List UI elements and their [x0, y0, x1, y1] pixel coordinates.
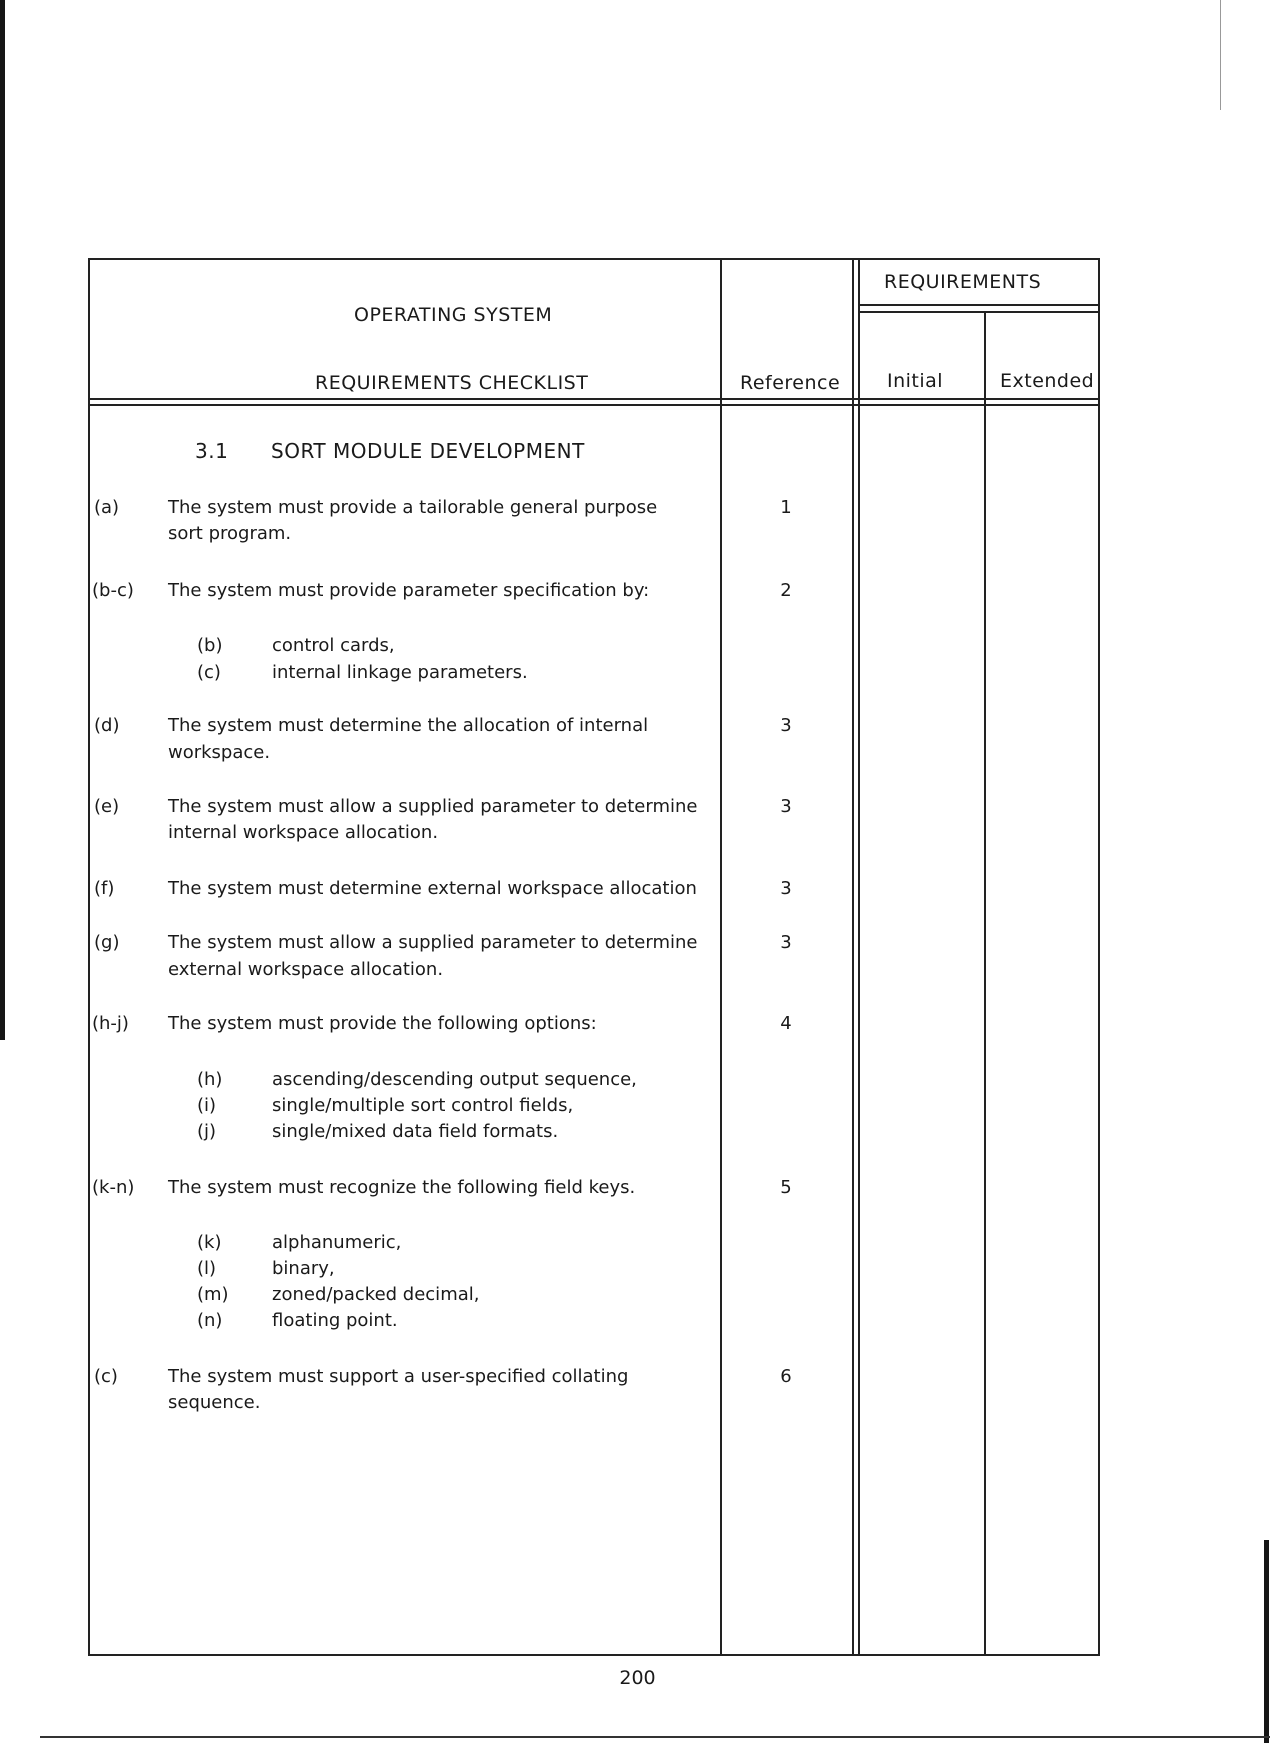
scan-border-right — [1264, 1540, 1269, 1743]
item-label: (k-n) — [92, 1177, 135, 1198]
requirements-header-rule-a — [858, 304, 1100, 306]
item-reference: 3 — [780, 932, 792, 953]
scan-border-left — [0, 0, 5, 1040]
subitem-text: ascending/descending output sequence, — [272, 1069, 637, 1090]
subitem-label: (l) — [197, 1258, 217, 1279]
initial-column-header: Initial — [887, 370, 944, 392]
column-divider-requirements-b — [858, 258, 860, 1656]
requirements-header-rule-b — [858, 311, 1100, 313]
item-text: external workspace allocation. — [168, 959, 444, 980]
reference-column-header: Reference — [740, 372, 841, 394]
item-label: (a) — [94, 497, 120, 518]
item-text: The system must support a user-specified collating — [168, 1366, 629, 1387]
subitem-label: (k) — [197, 1232, 222, 1253]
column-divider-requirements-a — [852, 258, 854, 1656]
subitem-label: (m) — [197, 1284, 229, 1305]
subitem-label: (n) — [197, 1310, 223, 1331]
table-title-line2: REQUIREMENTS CHECKLIST — [315, 372, 589, 394]
subitem-label: (i) — [197, 1095, 217, 1116]
extended-column-header: Extended — [1000, 370, 1095, 392]
table-title-line1: OPERATING SYSTEM — [354, 304, 553, 326]
subitem-text: zoned/packed decimal, — [272, 1284, 480, 1305]
item-text: The system must allow a supplied parameter to determine — [168, 932, 698, 953]
item-reference: 3 — [780, 796, 792, 817]
subitem-text: floating point. — [272, 1310, 398, 1331]
scan-border-top — [1220, 0, 1221, 110]
header-bottom-rule-b — [88, 404, 1100, 406]
item-label: (f) — [94, 878, 115, 899]
item-text: workspace. — [168, 742, 271, 763]
item-label: (g) — [94, 932, 120, 953]
subitem-label: (c) — [197, 662, 221, 683]
item-text: sequence. — [168, 1392, 261, 1413]
item-label: (c) — [94, 1366, 118, 1387]
item-text: The system must determine the allocation of internal — [168, 715, 649, 736]
subitem-text: control cards, — [272, 635, 395, 656]
item-text: The system must determine external workspace allocation — [168, 878, 697, 899]
subitem-text: single/mixed data field formats. — [272, 1121, 559, 1142]
item-label: (h-j) — [92, 1013, 129, 1034]
subitem-text: internal linkage parameters. — [272, 662, 528, 683]
item-text: The system must provide the following options: — [168, 1013, 597, 1034]
column-divider-reference — [720, 258, 722, 1656]
item-reference: 3 — [780, 715, 792, 736]
subitem-text: binary, — [272, 1258, 335, 1279]
item-label: (d) — [94, 715, 120, 736]
section-heading — [195, 439, 585, 463]
item-text: The system must provide parameter specification by: — [168, 580, 650, 601]
header-bottom-rule-a — [88, 398, 1100, 400]
item-reference: 1 — [780, 497, 792, 518]
column-divider-initial-extended — [984, 312, 986, 1656]
subitem-text: single/multiple sort control fields, — [272, 1095, 574, 1116]
item-reference: 3 — [780, 878, 792, 899]
item-reference: 6 — [780, 1366, 792, 1387]
subitem-text: alphanumeric, — [272, 1232, 402, 1253]
item-reference: 2 — [780, 580, 792, 601]
item-label: (b-c) — [92, 580, 134, 601]
requirements-column-header: REQUIREMENTS — [884, 271, 1042, 293]
item-reference: 5 — [780, 1177, 792, 1198]
item-text: sort program. — [168, 523, 292, 544]
item-text: internal workspace allocation. — [168, 822, 439, 843]
subitem-label: (j) — [197, 1121, 217, 1142]
item-text: The system must allow a supplied parameter to determine — [168, 796, 698, 817]
subitem-label: (b) — [197, 635, 223, 656]
scan-border-bottom — [40, 1736, 1270, 1738]
subitem-label: (h) — [197, 1069, 223, 1090]
item-label: (e) — [94, 796, 120, 817]
item-text: The system must provide a tailorable general purpose — [168, 497, 658, 518]
item-text: The system must recognize the following field keys. — [168, 1177, 636, 1198]
section-number: 3.1 — [195, 439, 229, 463]
item-reference: 4 — [780, 1013, 792, 1034]
section-title: SORT MODULE DEVELOPMENT — [271, 439, 585, 463]
page-number: 200 — [619, 1667, 656, 1689]
